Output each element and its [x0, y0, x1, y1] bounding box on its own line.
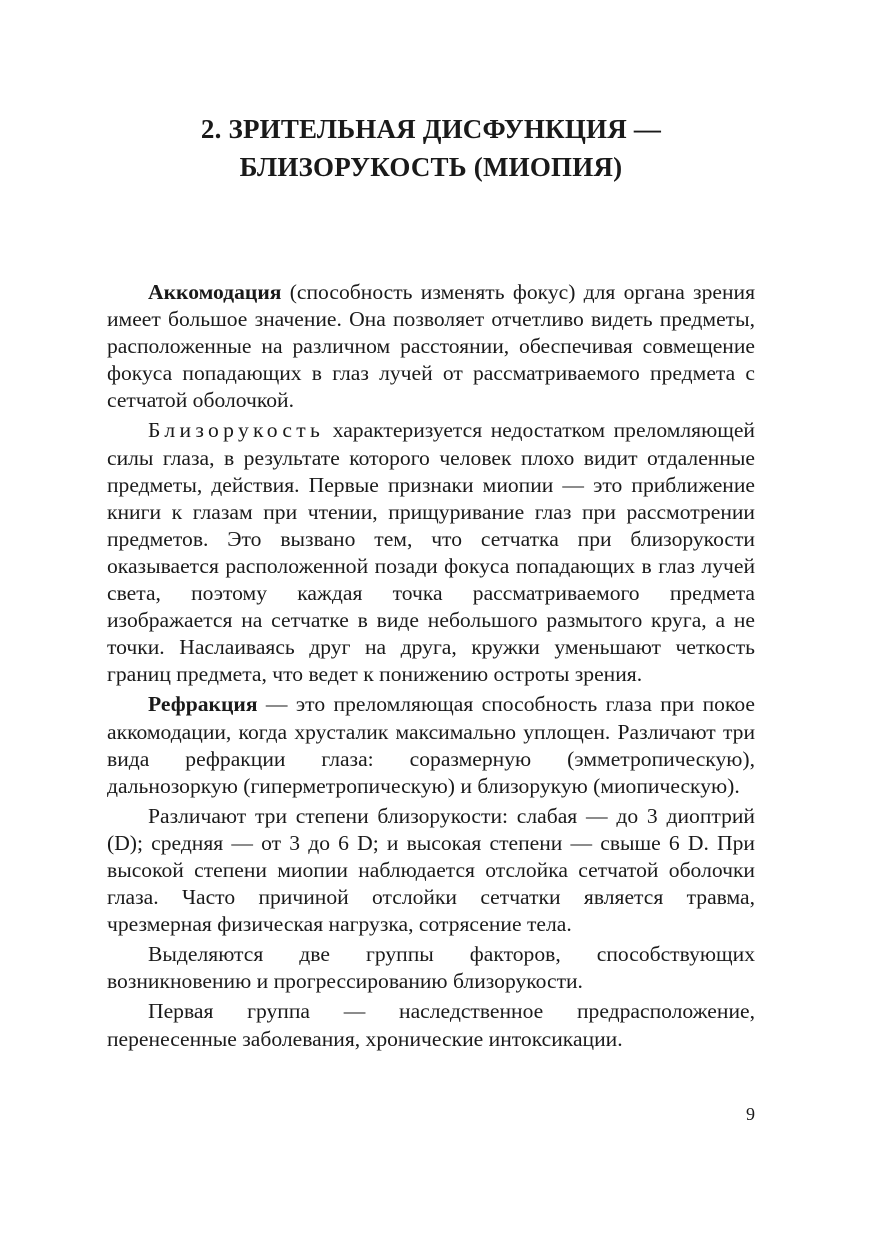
paragraph-refraction-text: — это преломляющая способность глаза при покое аккомодации, когда хрусталик максимально уплощен. Различают три вида рефракции глаза: соразмерную (эмметропическую), дальнозоркую (гиперметропическую) и близорукую (миопическую). [107, 692, 755, 798]
paragraph-factor-groups: Выделяются две группы факторов, способствующих возникновению и прогрессированию близорукости. [107, 942, 755, 994]
paragraph-first-group: Первая группа — наследственное предрасположение, перенесенные заболевания, хронические интоксикации. [107, 999, 755, 1051]
chapter-title-line-1: 2. ЗРИТЕЛЬНАЯ ДИСФУНКЦИЯ — [200, 114, 662, 144]
paragraph-accommodation [107, 279, 755, 414]
term-accommodation: Аккомодация [148, 280, 282, 304]
paragraph-myopia [107, 417, 755, 688]
body-text [107, 279, 755, 1056]
term-refraction: Рефракция [148, 692, 258, 717]
paragraph-accommodation-text: (способность изменять фокус) для органа зрения имеет большое значение. Она позволяет отчетливо видеть предметы, расположенные на различном расстоянии, обеспечивая совмещение фокуса попадающих в глаз лучей от рассматриваемого предмета с сетчатой оболочкой. [107, 280, 755, 413]
chapter-title [107, 110, 755, 186]
chapter-title-line-2: БЛИЗОРУКОСТЬ (МИОПИЯ) [239, 152, 623, 182]
paragraph-refraction [107, 691, 755, 799]
paragraph-degrees: Различают три степени близорукости: слабая — до 3 диоптрий (D); средняя — от 3 до 6 D; и высокая степени — свыше 6 D. При высокой степени миопии наблюдается отслойка сетчатой оболочки глаза. Часто причиной отслойки сетчатки является травма, чрезмерная физическая нагрузка, сотрясение тела. [107, 803, 755, 937]
paragraph-myopia-text: характеризуется недостатком преломляющей силы глаза, в результате которого человек плохо видит отдаленные предметы, действия. Первые признаки миопии — это приближение книги к глазам при чтении, прищуривание глаз при рассмотрении предметов. Это вызвано тем, что сетчатка при близорукости оказывается расположенной позади фокуса попадающих в глаз лучей света, поэтому каждая точка рассматриваемого предмета изображается на сетчатке в виде небольшого размытого круга, а не точки. Наслаиваясь друг на друга, кружки уменьшают четкость границ предмета, что ведет к понижению остроты зрения. [107, 418, 755, 687]
term-myopia: Близорукость [148, 418, 325, 443]
page-number: 9 [746, 1104, 755, 1124]
